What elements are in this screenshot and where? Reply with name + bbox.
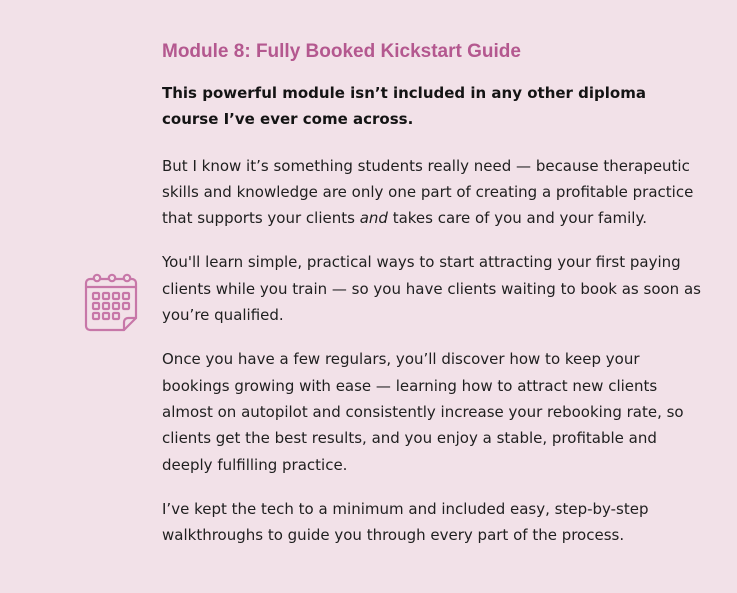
paragraph-intro-text: But I know it’s something students really need — because therapeutic skills and knowledge are only one part of creating a profitable practice that supports your clients (162, 156, 694, 228)
paragraph-tech: I’ve kept the tech to a minimum and included easy, step-by-step walkthroughs to guide you through every part of the process. (162, 499, 649, 545)
paragraph-growth: Once you have a few regulars, you’ll discover how to keep your bookings growing with ease — learning how to attract new clients almost on autopilot and consistently increase your rebooking rate, so clients get the best results, and you enjoy a stable, profitable and deeply fulfilling practice. (162, 350, 684, 474)
lead-paragraph: This powerful module isn’t included in any other diploma course I’ve ever come across. (162, 84, 646, 129)
module-content (162, 38, 702, 566)
calendar-icon (84, 273, 140, 333)
module-title: Module 8: Fully Booked Kickstart Guide (162, 41, 521, 62)
emphasis-and: and (359, 209, 388, 228)
paragraph-intro (162, 153, 702, 232)
paragraph-intro-end: takes care of you and your family. (387, 209, 647, 228)
paragraph-first-clients: You'll learn simple, practical ways to start attracting your first paying clients while you train — so you have clients waiting to book as soon as you’re qualified. (162, 253, 701, 325)
